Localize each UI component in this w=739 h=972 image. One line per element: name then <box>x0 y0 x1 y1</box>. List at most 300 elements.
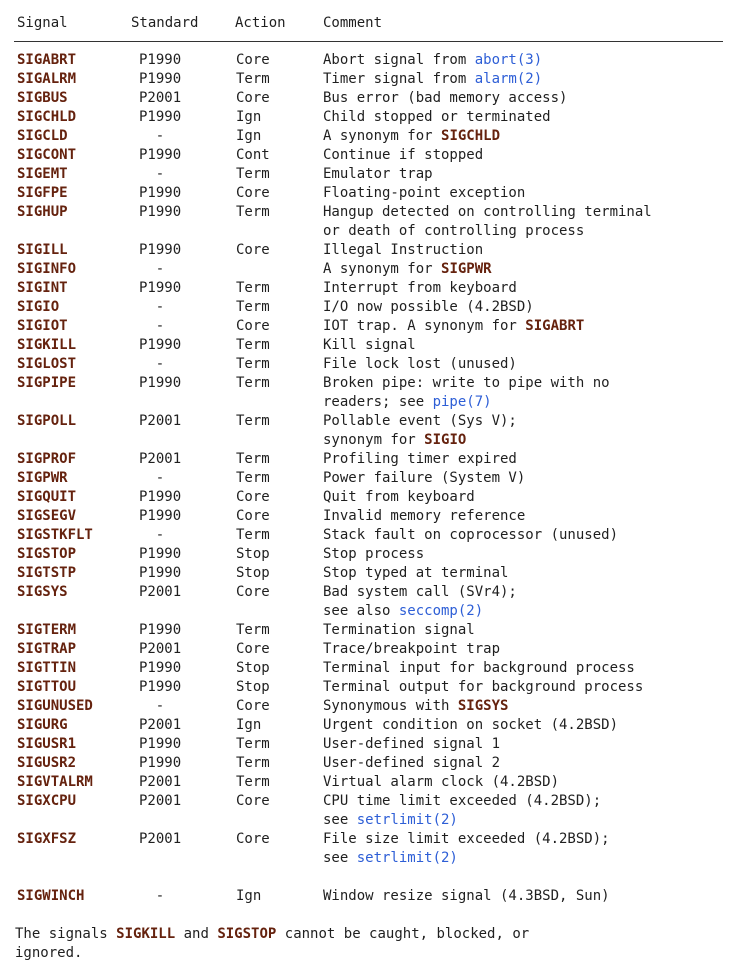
standard-cell: P1990 <box>139 280 182 296</box>
action-cell: Core <box>236 185 270 201</box>
action-cell: Core <box>236 242 270 258</box>
comment-cell <box>323 450 731 469</box>
comment-cell <box>323 659 731 678</box>
text-segment: Abort signal from <box>323 52 475 68</box>
signal-name-cell: SIGINFO <box>17 261 77 277</box>
standard-cell: - <box>155 888 165 904</box>
comment-line <box>323 165 731 184</box>
comment-line <box>323 146 731 165</box>
text-segment: Bus error (bad memory access) <box>323 90 568 106</box>
comment-line <box>323 811 731 830</box>
text-segment: The signals <box>15 926 117 942</box>
signal-row <box>17 146 731 165</box>
standard-cell: - <box>155 356 165 372</box>
comment-cell <box>323 165 731 184</box>
action-cell: Term <box>236 451 270 467</box>
signal-name-ref: SIGPWR <box>441 261 492 277</box>
action-cell: Term <box>236 280 270 296</box>
text-segment: Illegal Instruction <box>323 242 484 258</box>
signal-name-cell: SIGIOT <box>17 318 68 334</box>
signal-row <box>17 279 731 298</box>
signal-name-cell: SIGILL <box>17 242 68 258</box>
comment-cell <box>323 317 731 336</box>
text-segment: Urgent condition on socket (4.2BSD) <box>323 717 619 733</box>
table-header-row <box>17 14 731 33</box>
comment-cell <box>323 564 731 583</box>
standard-cell: P1990 <box>139 375 182 391</box>
signal-row <box>17 792 731 830</box>
signal-name-cell: SIGCLD <box>17 128 68 144</box>
comment-cell <box>323 374 731 412</box>
comment-cell <box>323 678 731 697</box>
comment-line <box>323 830 731 849</box>
signal-name-cell: SIGHUP <box>17 204 68 220</box>
man-page-link[interactable]: pipe(7) <box>432 394 492 410</box>
footer-note <box>15 925 731 963</box>
action-cell: Term <box>236 71 270 87</box>
signal-name-cell: SIGTERM <box>17 622 77 638</box>
comment-line <box>323 526 731 545</box>
standard-cell: P2001 <box>139 90 182 106</box>
text-segment: User-defined signal 2 <box>323 755 501 771</box>
standard-cell: P1990 <box>139 755 182 771</box>
signal-row <box>17 659 731 678</box>
comment-line <box>323 621 731 640</box>
signal-row <box>17 127 731 146</box>
comment-line <box>323 849 731 868</box>
signal-row <box>17 469 731 488</box>
comment-cell <box>323 583 731 621</box>
signal-name-cell: SIGFPE <box>17 185 68 201</box>
signal-row <box>17 203 731 241</box>
signal-row <box>17 754 731 773</box>
comment-line <box>323 602 731 621</box>
signal-name-cell: SIGEMT <box>17 166 68 182</box>
comment-cell <box>323 545 731 564</box>
action-cell: Cont <box>236 147 270 163</box>
text-segment: CPU time limit exceeded (4.2BSD); <box>323 793 602 809</box>
signal-row <box>17 583 731 621</box>
signal-name-ref: SIGCHLD <box>441 128 501 144</box>
comment-line <box>323 203 731 222</box>
text-segment: ignored. <box>15 945 83 961</box>
man-page-link[interactable]: setrlimit(2) <box>356 850 458 866</box>
standard-cell: P2001 <box>139 717 182 733</box>
man-page-link[interactable]: setrlimit(2) <box>356 812 458 828</box>
comment-cell <box>323 127 731 146</box>
signal-row <box>17 298 731 317</box>
signal-row <box>17 70 731 89</box>
signal-row <box>17 184 731 203</box>
man-page-link[interactable]: abort(3) <box>474 52 543 68</box>
signal-name-cell: SIGTTIN <box>17 660 77 676</box>
text-segment: synonym for <box>323 432 425 448</box>
signal-name-cell: SIGVTALRM <box>17 774 93 790</box>
standard-cell: P2001 <box>139 831 182 847</box>
standard-cell: P1990 <box>139 736 182 752</box>
standard-cell: P1990 <box>139 147 182 163</box>
text-segment: Hangup detected on controlling terminal <box>323 204 652 220</box>
signal-row <box>17 716 731 735</box>
signal-row <box>17 260 731 279</box>
action-cell: Core <box>236 508 270 524</box>
text-segment: Terminal output for background process <box>323 679 644 695</box>
standard-cell: P2001 <box>139 774 182 790</box>
signal-name-cell: SIGKILL <box>17 337 77 353</box>
text-segment: File lock lost (unused) <box>323 356 517 372</box>
text-segment: File size limit exceeded (4.2BSD); <box>323 831 610 847</box>
text-segment: see <box>323 812 357 828</box>
action-cell: Term <box>236 166 270 182</box>
standard-cell: P1990 <box>139 489 182 505</box>
action-cell: Ign <box>236 109 262 125</box>
signal-name-ref: SIGSYS <box>457 698 509 714</box>
comment-line <box>323 678 731 697</box>
signal-row <box>17 450 731 469</box>
comment-line <box>323 222 731 241</box>
standard-cell: - <box>155 470 165 486</box>
comment-line <box>323 374 731 393</box>
standard-cell: P1990 <box>139 508 182 524</box>
text-segment: Bad system call (SVr4); <box>323 584 517 600</box>
comment-line <box>323 127 731 146</box>
signal-row <box>17 697 731 716</box>
comment-line <box>323 545 731 564</box>
footer-note-line <box>15 944 731 963</box>
comment-cell <box>323 526 731 545</box>
text-segment: see <box>323 850 357 866</box>
comment-line <box>323 355 731 374</box>
comment-line <box>323 564 731 583</box>
standard-cell: P2001 <box>139 641 182 657</box>
signal-row <box>17 735 731 754</box>
text-segment: Synonymous with <box>323 698 458 714</box>
comment-cell <box>323 279 731 298</box>
comment-line <box>323 488 731 507</box>
signal-name-cell: SIGSYS <box>17 584 68 600</box>
text-segment: readers; see <box>323 394 433 410</box>
comment-line <box>323 317 731 336</box>
comment-line <box>323 279 731 298</box>
signal-name-cell: SIGCHLD <box>17 109 77 125</box>
standard-cell: - <box>155 128 165 144</box>
action-cell: Term <box>236 622 270 638</box>
comment-line <box>323 336 731 355</box>
standard-cell: P2001 <box>139 413 182 429</box>
action-cell: Term <box>236 375 270 391</box>
signal-row <box>17 545 731 564</box>
signal-name-cell: SIGINT <box>17 280 68 296</box>
standard-cell: P1990 <box>139 52 182 68</box>
comment-cell <box>323 51 731 70</box>
signal-name-cell: SIGLOST <box>17 356 77 372</box>
action-cell: Ign <box>236 888 262 904</box>
text-segment: Termination signal <box>323 622 475 638</box>
text-segment: cannot be caught, blocked, or <box>276 926 530 942</box>
comment-line <box>323 583 731 602</box>
signal-row <box>17 830 731 868</box>
text-segment: Child stopped or terminated <box>323 109 551 125</box>
comment-cell <box>323 184 731 203</box>
action-cell: Core <box>236 831 270 847</box>
signal-row <box>17 51 731 70</box>
text-segment: Virtual alarm clock (4.2BSD) <box>323 774 560 790</box>
comment-cell <box>323 754 731 773</box>
action-cell: Term <box>236 527 270 543</box>
text-segment: Terminal input for background process <box>323 660 635 676</box>
text-segment: see also <box>323 603 399 619</box>
column-header-comment: Comment <box>323 15 383 31</box>
comment-cell <box>323 735 731 754</box>
signal-name-ref: SIGSTOP <box>217 926 277 942</box>
signal-name-cell: SIGTRAP <box>17 641 77 657</box>
text-segment: User-defined signal 1 <box>323 736 501 752</box>
signal-name-cell: SIGSEGV <box>17 508 77 524</box>
comment-cell <box>323 108 731 127</box>
signals-table-body <box>17 51 731 906</box>
comment-cell <box>323 773 731 792</box>
text-segment: Invalid memory reference <box>323 508 526 524</box>
standard-cell: - <box>155 318 165 334</box>
signal-name-cell: SIGSTOP <box>17 546 77 562</box>
text-segment: Timer signal from <box>323 71 475 87</box>
standard-cell: P1990 <box>139 546 182 562</box>
comment-cell <box>323 412 731 450</box>
comment-cell <box>323 241 731 260</box>
standard-cell: - <box>155 698 165 714</box>
signal-row <box>17 317 731 336</box>
comment-cell <box>323 70 731 89</box>
action-cell: Ign <box>236 717 262 733</box>
signal-row <box>17 488 731 507</box>
column-header-standard: Standard <box>131 15 199 31</box>
action-cell: Core <box>236 641 270 657</box>
action-cell: Term <box>236 774 270 790</box>
action-cell: Stop <box>236 679 270 695</box>
comment-line <box>323 298 731 317</box>
comment-line <box>323 89 731 108</box>
comment-cell <box>323 469 731 488</box>
text-segment: A synonym for <box>323 128 442 144</box>
comment-line <box>323 887 731 906</box>
comment-line <box>323 507 731 526</box>
action-cell: Core <box>236 489 270 505</box>
standard-cell: P1990 <box>139 109 182 125</box>
footer-note-line <box>15 925 731 944</box>
signal-name-cell: SIGTTOU <box>17 679 77 695</box>
comment-line <box>323 773 731 792</box>
action-cell: Term <box>236 204 270 220</box>
signal-name-ref: SIGKILL <box>116 926 176 942</box>
standard-cell: P1990 <box>139 242 182 258</box>
signal-name-cell: SIGXFSZ <box>17 831 77 847</box>
text-segment: Emulator trap <box>323 166 433 182</box>
standard-cell: P1990 <box>139 337 182 353</box>
comment-line <box>323 735 731 754</box>
text-segment: Stack fault on coprocessor (unused) <box>323 527 619 543</box>
signal-name-cell: SIGUSR2 <box>17 755 77 771</box>
standard-cell: P1990 <box>139 660 182 676</box>
text-segment: Trace/breakpoint trap <box>323 641 501 657</box>
comment-line <box>323 108 731 127</box>
signal-row <box>17 355 731 374</box>
text-segment: Continue if stopped <box>323 147 484 163</box>
action-cell: Stop <box>236 660 270 676</box>
comment-line <box>323 70 731 89</box>
signal-name-ref: SIGABRT <box>525 318 585 334</box>
comment-cell <box>323 298 731 317</box>
signal-row <box>17 241 731 260</box>
signal-name-cell: SIGUSR1 <box>17 736 77 752</box>
comment-cell <box>323 507 731 526</box>
action-cell: Core <box>236 52 270 68</box>
signal-row <box>17 678 731 697</box>
signal-row <box>17 507 731 526</box>
signal-row <box>17 564 731 583</box>
comment-line <box>323 469 731 488</box>
comment-line <box>323 184 731 203</box>
standard-cell: - <box>155 299 165 315</box>
standard-cell: P2001 <box>139 584 182 600</box>
action-cell: Stop <box>236 565 270 581</box>
text-segment: Profiling timer expired <box>323 451 517 467</box>
standard-cell: P1990 <box>139 185 182 201</box>
text-segment: Stop typed at terminal <box>323 565 509 581</box>
text-segment: Broken pipe: write to pipe with no <box>323 375 610 391</box>
text-segment: IOT trap. A synonym for <box>323 318 526 334</box>
header-divider <box>14 41 723 42</box>
comment-cell <box>323 260 731 279</box>
signal-name-cell: SIGURG <box>17 717 68 733</box>
comment-cell <box>323 355 731 374</box>
standard-cell: P1990 <box>139 679 182 695</box>
signal-name-cell: SIGSTKFLT <box>17 527 93 543</box>
text-segment: Window resize signal (4.3BSD, Sun) <box>323 888 610 904</box>
signal-name-ref: SIGIO <box>424 432 467 448</box>
signal-name-cell: SIGUNUSED <box>17 698 93 714</box>
comment-line <box>323 51 731 70</box>
signal-name-cell: SIGPWR <box>17 470 68 486</box>
text-segment: Quit from keyboard <box>323 489 475 505</box>
text-segment: Power failure (System V) <box>323 470 526 486</box>
text-segment: or death of controlling process <box>323 223 585 239</box>
signal-name-cell: SIGIO <box>17 299 60 315</box>
comment-cell <box>323 792 731 830</box>
standard-cell: P1990 <box>139 622 182 638</box>
comment-cell <box>323 488 731 507</box>
standard-cell: P2001 <box>139 451 182 467</box>
standard-cell: P2001 <box>139 793 182 809</box>
signal-row <box>17 336 731 355</box>
column-header-action: Action <box>235 15 286 31</box>
signal-name-cell: SIGTSTP <box>17 565 77 581</box>
man-page-link[interactable]: alarm(2) <box>474 71 543 87</box>
signal-row <box>17 640 731 659</box>
text-segment: Stop process <box>323 546 425 562</box>
signal-name-cell: SIGQUIT <box>17 489 77 505</box>
comment-line <box>323 393 731 412</box>
signal-row <box>17 108 731 127</box>
signal-row <box>17 621 731 640</box>
standard-cell: P1990 <box>139 204 182 220</box>
signal-row <box>17 887 731 906</box>
action-cell: Core <box>236 793 270 809</box>
text-segment: Kill signal <box>323 337 416 353</box>
text-segment: Interrupt from keyboard <box>323 280 517 296</box>
comment-cell <box>323 640 731 659</box>
signal-row <box>17 526 731 545</box>
text-segment: Floating-point exception <box>323 185 526 201</box>
standard-cell: - <box>155 166 165 182</box>
comment-line <box>323 241 731 260</box>
standard-cell: P1990 <box>139 565 182 581</box>
man-page-link[interactable]: seccomp(2) <box>398 603 484 619</box>
action-cell: Ign <box>236 128 262 144</box>
comment-line <box>323 792 731 811</box>
comment-cell <box>323 830 731 868</box>
signal-name-cell: SIGWINCH <box>17 888 85 904</box>
comment-cell <box>323 887 731 906</box>
text-segment: Pollable event (Sys V); <box>323 413 517 429</box>
text-segment: I/O now possible (4.2BSD) <box>323 299 534 315</box>
signal-name-cell: SIGPROF <box>17 451 77 467</box>
comment-line <box>323 431 731 450</box>
action-cell: Term <box>236 413 270 429</box>
comment-cell <box>323 146 731 165</box>
signal-row <box>17 165 731 184</box>
text-segment: A synonym for <box>323 261 442 277</box>
standard-cell: P1990 <box>139 71 182 87</box>
action-cell: Term <box>236 736 270 752</box>
action-cell: Term <box>236 755 270 771</box>
signal-name-cell: SIGBUS <box>17 90 68 106</box>
action-cell: Core <box>236 584 270 600</box>
signal-name-cell: SIGCONT <box>17 147 77 163</box>
standard-cell: - <box>155 527 165 543</box>
comment-cell <box>323 89 731 108</box>
standard-cell: - <box>155 261 165 277</box>
text-segment: and <box>175 926 218 942</box>
comment-line <box>323 640 731 659</box>
comment-line <box>323 697 731 716</box>
signal-row <box>17 89 731 108</box>
comment-line <box>323 260 731 279</box>
signal-name-cell: SIGABRT <box>17 52 77 68</box>
action-cell: Core <box>236 318 270 334</box>
comment-cell <box>323 203 731 241</box>
comment-line <box>323 412 731 431</box>
comment-cell <box>323 716 731 735</box>
signal-row <box>17 412 731 450</box>
action-cell: Term <box>236 299 270 315</box>
comment-line <box>323 754 731 773</box>
comment-cell <box>323 336 731 355</box>
signal-name-cell: SIGPOLL <box>17 413 77 429</box>
column-header-signal: Signal <box>17 15 68 31</box>
signal-row <box>17 374 731 412</box>
comment-cell <box>323 621 731 640</box>
comment-line <box>323 659 731 678</box>
signal-name-cell: SIGPIPE <box>17 375 77 391</box>
comment-line <box>323 450 731 469</box>
action-cell: Term <box>236 470 270 486</box>
signal-name-cell: SIGALRM <box>17 71 77 87</box>
action-cell: Term <box>236 356 270 372</box>
signal-name-cell: SIGXCPU <box>17 793 77 809</box>
signal-row <box>17 773 731 792</box>
action-cell: Core <box>236 698 270 714</box>
comment-line <box>323 716 731 735</box>
